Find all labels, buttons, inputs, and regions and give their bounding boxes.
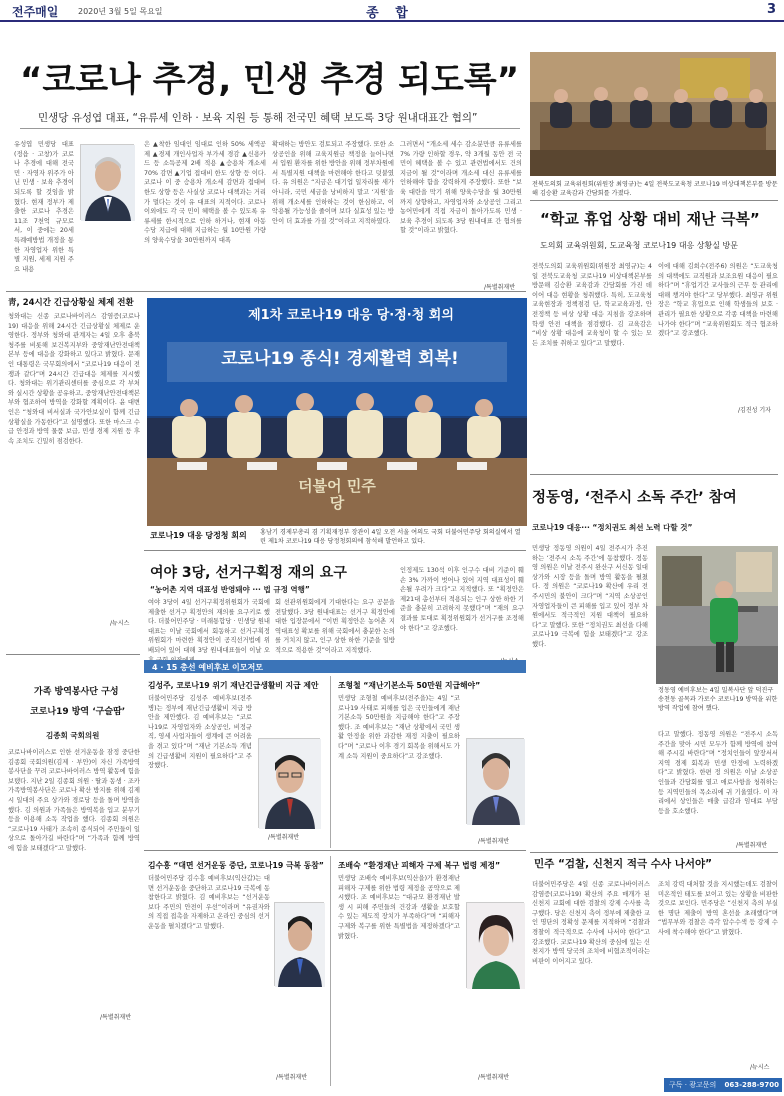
paper-name: 전주매일 [12,5,59,19]
column-divider [330,676,331,848]
candidate-1-body: 더불어민주당 김성주 예비후보(전주병)는 정부에 재난긴급생활비 지급 방안을 제안했다. 김 예비후보는 “코로나19로 자영업자와 소상공인, 비정규직, 영세 사업자들이 생계에 큰 어려움을 겪고 있다”며 “재난 기본소득 개념의 긴급생활비 지원이 필요하다”고 주장했다. [148,695,252,770]
page-number: 3 [766,2,776,17]
lead-subhead: 민생당 유성엽 대표, “유류세 인하 · 보육 지원 등 통해 전국민 혜택 보도록 3당 원내대표간 협의” [38,112,478,124]
chung-byline: /특별취재반 [736,842,768,849]
candidates-banner: 4 · 15 총선 예비후보 이모저모 [144,660,526,673]
quarantine-title: 가족 방역봉사단 구성 [34,687,119,697]
candidate-3-byline: /특별취재반 [276,1074,308,1081]
candidate-4-title: 조배숙 “환경재난 피해자 구제 복구 법령 제정” [338,861,501,870]
candidate-2-title: 조형철 “재난기본소득 50만원 지급해야” [338,681,481,690]
section-name: 종 합 [366,6,414,21]
lead-rule [20,128,520,129]
emergency-byline: /뉴시스 [110,620,130,627]
candidate-2-byline: /특별취재반 [478,838,510,845]
chung-body-2: 다고 말했다. 정동영 의원은 “전주시 소독 주간을 맞아 시민 모두가 함께 방역에 참여해 주시길 바란다”며 “정치인들이 앞장서서 지역 경제 회복과 민생 안정에 노력하겠다”고 밝혔다. 한편 정 의원은 이날 소상공인들과 간담회를 열고 애로사항을 청취하는 등 지역민들의 목소리에 귀 기울였다. 이 자리에서 상인들은 매출 급감과 임대료 부담 등을 호소했다. [658,731,778,815]
candidate-1-portrait [258,738,320,828]
issue-date: 2020년 3월 5일 목요일 [78,7,163,16]
candidate-4-byline: /특별취재반 [478,1074,510,1081]
divider [144,850,526,851]
lead-headline: “코로나 추경, 민생 추경 되도록” [20,60,520,100]
school-story-col-2: 이에 대해 김희수(전주6) 의원은 “도교육청의 대책에도 교직원과 보조요원 대응이 필요하다”며 “휴업기간 교사들의 근무 등 관리에 대해 챙겨야 한다”고 당부했다. 최영규 위원장은 “학교 휴업으로 인해 학생들의 보호 · 관리가 필요한 상황으로 각종 대책을 마련해 나가야 한다”며 “교육위원회도 적극 협조하겠다”고 강조했다. [658,263,778,338]
quarantine-body: 코로나바이러스로 인한 선거운동을 잠정 중단한 김종회 국회의원(김제 · 부안)이 자신 가족방역봉사단을 꾸려 코로나바이러스 방역 활동에 힘을 보탰다. 지난 2일 김종회 의원 · 딸과 동생 · 조카 가족방역봉사단은 코로나 확산 방지를 위해 김제시 일대의 주요 상가와 경로당 등을 돌며 방역을 했다. 김 의원과 가족들은 방역복을 입고 분무기 등을 이용해 소독 작업을 했다. 김종회 의원은 “코로나19 사태가 조속히 종식되어 주민들이 일상으로 돌아가길 바란다”며 “가족과 함께 방역에 힘을 보태겠다”고 말했다. [8,749,140,852]
lead-portrait [80,144,134,220]
emergency-body: 청와대는 신종 코로나바이러스 감염증(코로나19) 대응을 위해 24시간 긴급상황실 체제로 운영한다. 정부와 청와대 관계자는 4일 오후 충북 청주를 비롯해 보건복지부와 중앙재난안전대책본부 등에 대응을 강화하고 있다고 밝혔다. 문재인 대통령은 국무회의에서 “코로나19 대응이 전쟁과 같다”며 24시간 긴급대응 체제를 지시했다. 청와대는 위기관리센터를 중심으로 각 부처와 실시간 상황을 공유하고, 중앙재난안전대책본부와 협조하여 방역을 강화할 계획이다. 윤 대변인은 “청와대 비서실과 국가안보실이 함께 긴급상황실을 가동한다”고 설명했다. 또한 마스크 수급 안정과 방역 물품 보급, 민생 경제 지원 등 후속 조치도 긴밀히 점검한다. [8,313,140,445]
photo-backdrop-text: 더불어 민주당 [298,477,376,512]
party-meeting-subhead: 코로나19 대응 당정청 회의 [150,531,247,540]
quarantine-byline: /특별취재반 [100,1014,132,1021]
chung-subtitle: 코로나19 대응··· “정치권도 최선 노력 다할 것” [532,523,693,532]
school-story-col-1: 전북도의회 교육위원회(위원장 최영규)는 4일 전북도교육청 코로나19 비상대책본부를 방문해 김승환 교육감과 간담회를 가진 데 이어 대응 현황을 청취했다. 특히, 도교육청 교육현장과 정책점검 단, 학교교육과정, 안전정책 등 비상 상황 대응 지침을 강조하며 학생 안전 대책을 점검했다. 김 교육감은 “비상 상황 대응에 교육청이 할 수 있는 모든 조치를 취하고 있다”고 말했다. [532,263,652,347]
minju-col-1: 더불어민주당은 4일 신종 코로나바이러스 감염증(코로나19) 확산의 주요 매개가 된 신천지 교회에 대한 검찰의 강제 수사를 촉구했다. 당은 신천지 측이 정부에 제출한 교인 명단의 정확성 문제를 지적하며 “검찰과 경찰이 적극적으로 수사에 나서야 한다”고 강조했다. 코로나19 확산의 중심에 있는 신천지가 방역 당국의 조치에 비협조적이라는 비판이 이어지고 있다. [532,881,650,965]
party-meeting-caption: 홍남기 경제부총리 겸 기획재정부 장관이 4일 오전 서울 여의도 국회 더불어민주당 회의실에서 열린 제1차 코로나19 대응 당정청회의에 참석해 발언하고 있다. [260,529,521,545]
emergency-title: 靑, 24시간 긴급상황실 체제 전환 [8,298,134,308]
divider [6,654,140,655]
subscription-contact [664,1078,782,1092]
divider [6,291,526,292]
minju-title: 민주 “검찰, 신천지 적극 수사 나서야” [534,858,713,870]
divider [530,200,778,201]
lead-col-4: 그러면서 “개소세 세수 감소분만큼 유류세를 7% 가량 인하할 경우, 약 3개월 동안 전 국민이 혜택을 볼 수 있고 관련법에서도 건의 지금이 될 것”이라며 개소세 대신 유류세를 인하해야 함을 강력하게 주장했다. 또한 “보육 대란을 막기 위해 양육수당을 월 30만원까지 상향하고, 자영업자와 소상공인 그리고 농어민에게 직접 자금이 돌아가도록 민생 · 보육 추경이 되도록 3당 원내대표 간 협의를 할 것”이라고 밝혔다. [400,141,522,235]
sector-col-2: 회 선관위원회에게 기대한다는 요구 공문을 전달했다. 3당 원내대표는 선거구 획정안에 대한 입장문에서 “이번 획정안은 농어촌 지역대표성 확보를 위해 국회에서 충분한 논의를 거치지 않고, 인구 상한 하한 기준을 일방적으로 적용한 것”이라고 지적했다. [275,599,395,654]
divider [144,550,526,551]
quarantine-author: 김종회 국회의원 [46,731,100,740]
candidate-2-body: 민생당 조형철 예비후보(전주을)는 4일 “코로나19 사태로 피해를 입은 국민들에게 재난기본소득 50만원을 지급해야 한다”고 주장했다. 조 예비후보는 “재난 상황에서 국민 생활 안정을 위한 과감한 재정 지출이 필요하다”며 “코로나 이후 경기 회복을 위해서도 가계 소득 지원이 중요하다”고 강조했다. [338,695,460,760]
education-meeting-photo [530,52,776,176]
column-divider [330,856,331,1086]
candidate-4-portrait [466,902,524,988]
chung-title: 정동영, ‘전주시 소독 주간’ 참여 [532,490,737,506]
photo-banner-slogan: 코로나19 종식! 경제활력 회복! [221,349,459,369]
education-photo-caption: 전북도의회 교육위원회(위원장 최영규)는 4일 전북도교육청 코로나19 비상대책본부를 방문해 김승환 교육감과 간담회를 가졌다. [532,181,778,197]
masthead [0,0,784,22]
school-story-byline: /김진성 기자 [738,407,771,414]
candidate-1-byline: /특별취재반 [268,834,300,841]
lead-byline: /특별취재반 [484,284,516,291]
chung-photo-caption: 정동영 예비후보는 4일 밀복사단 앞 덕진구 송천동 골목과 가로수 코로나19 방역을 위한 방역 작업에 참여 했다. [658,687,778,712]
sector-col-3: 인정제도 130석 이후 인구수 대비 기준이 훼손 3% 가까이 벗어나 있어 지역 대표성이 훼손될 우려가 크다”고 지적했다. 또 “획정안은 제21대 총선부터 적용되는 인구 상한 하한 기준을 충분히 고려하지 못했다”며 “재의 요구 결과를 토대로 획정위원회가 선거구를 조정해야 한다”고 강조했다. [400,567,524,632]
minju-col-2: 조치 강력 대처할 것을 지시했는데도 검찰이 미온적인 태도를 보이고 있는 상황을 비판한 것으로 보인다. 민주당은 “신천지 측의 부실한 명단 제출이 방역 혼선을 초래했다”며 “법무부와 검찰은 즉각 압수수색 등 강제 수사에 착수해야 한다”고 밝혔다. [658,881,778,936]
lead-col-1: 유성엽 민생당 대표(정읍 · 고창)가 코로나 추경에 대해 전국민 · 자영자 위주가 아닌 민생 · 보육 추경이 되도록 할 것임을 밝혔다. 현재 정부가 제출한 코로나 추경은 11조 7천억 규모로서, 이 중에는 20세 특례예방법 개정을 통한 자영업자 위한 특별 지원, 세제 지원 주요 내용 [14,141,74,273]
sector-subtitle: “농어촌 지역 대표성 반영돼야 ··· 법 규정 역행” [150,585,310,594]
sector-title: 여야 3당, 선거구획정 재의 요구 [150,565,347,581]
candidate-3-portrait [274,902,324,986]
quarantine-subtitle: 코로나19 방역 ‘구슬땀’ [30,707,126,717]
chung-photo [656,546,778,684]
divider [530,474,778,475]
school-story-title: “학교 휴업 상황 대비 재난 극복” [540,210,760,228]
school-story-subtitle: 도의회 교육위원회, 도교육청 코로나19 대응 상황실 방문 [540,241,738,250]
candidate-1-title: 김성주, 코로나19 위기 재난긴급생활비 지급 제안 [148,681,319,690]
sector-col-1: 여야 3당이 4일 선거구획정위원회가 국회에 제출한 선거구 획정안의 재의를 요구키로 했다. 더불어민주당 · 미래통합당 · 민생당 원내대표는 이날 국회에서 회동하고 선거구획정위원회가 마련한 획정안이 공직선거법에 위배되어 있어 대해 3당 원내대표들이 이날 오 [148,599,270,654]
candidate-3-title: 김수흥 “대면 선거운동 중단, 코로나19 극복 동참” [148,861,324,870]
lead-col-3: 확대하는 방안도 검토되고 주장했다. 또한 소상공인을 위해 교육지원금 책정을 늘어나면서 입원 환자를 위한 방안을 위해 정부차원에서 특별지원 대책을 마련해야 한다고 덧붙였다. 유 의원은 “지금은 대기업 일자리를 새가 아니라, 국민 세금을 낭비하지 말고 ‘지원’을 위해 개소세를 인하하는 것이 한심하고, 이 악용될 가능성을 줄이며 보다 실효성 있는 방안이 더 효과를 가질 것”이라고 지적하였다. [272,141,394,225]
photo-banner-title: 제1차 코로나19 대응 당·정·청 회의 [248,308,454,323]
subscription-label: 구독 · 광고문의 [669,1081,717,1089]
candidate-2-portrait [466,738,524,824]
lead-col-2: 은 ▲착한 임대인 임대료 인하 50% 세액공제 ▲경제 개인사업자 부가세 경감 ▲신용카드 등 소득공제 2배 적용 ▲승용차 개소세 70% 감면 ▲기업 접대비 한도 상향 등 이다. 코로나 이 중 승용차 개소세 감면과 접대비 한도 상향 등은 사실상 코로나 대책과는 거리가 멀다는 것이 유 대표의 지적이다. 코로나 이외에도 각 국 민이 혜택을 볼 수 있도록 유류세를 한시적으로 인하 하거나, 현재 아동 수당 지급에 대해 지급하는 월 10만원 가량의 양육수당을 30만원까지 대폭 [144,141,266,244]
candidate-3-body: 더불어민주당 김수흥 예비후보(익산갑)는 대면 선거운동을 중단하고 코로나19 극복에 동참한다고 밝혔다. 김 예비후보는 “선거운동보다 주민의 안전이 우선”이라며 “유권자와의 직접 접촉을 자제하고 온라인 중심의 선거운동을 펼치겠다”고 말했다. [148,875,270,930]
candidate-4-body: 민생당 조배숙 예비후보(익산을)가 환경재난 피해자 구제를 위한 법령 제정을 공약으로 제시했다. 조 예비후보는 “대규모 환경재난 발생 시 피해 주민들의 건강과 생활을 보호할 수 있는 제도적 장치가 부족하다”며 “피해자 구제와 복구를 위한 특별법을 제정하겠다”고 밝혔다. [338,875,460,940]
minju-byline: /뉴시스 [750,1064,770,1071]
subscription-phone: 063-288-9700 [724,1081,780,1089]
chung-body-1: 민생당 정동영 의원이 4일 전주시가 추진하는 ‘전주시 소독 주간’에 동참했다. 정동영 의원은 이날 전주시 완산구 서신동 일대 상가와 시장 등을 돌며 방역 활동을 펼쳤다. 정 의원은 “코로나19 확산에 우리 전주시민의 불안이 크다”며 “지역 소상공인 자영업자들이 큰 피해를 입고 있어 정부 차원에서도 적극적인 지원 대책이 필요하다”고 말했다. 또한 “정치권도 최선을 다해 코로나19 극복에 힘을 보태겠다”고 강조했다. [532,545,648,648]
divider [530,852,778,853]
party-meeting-photo [147,298,527,526]
